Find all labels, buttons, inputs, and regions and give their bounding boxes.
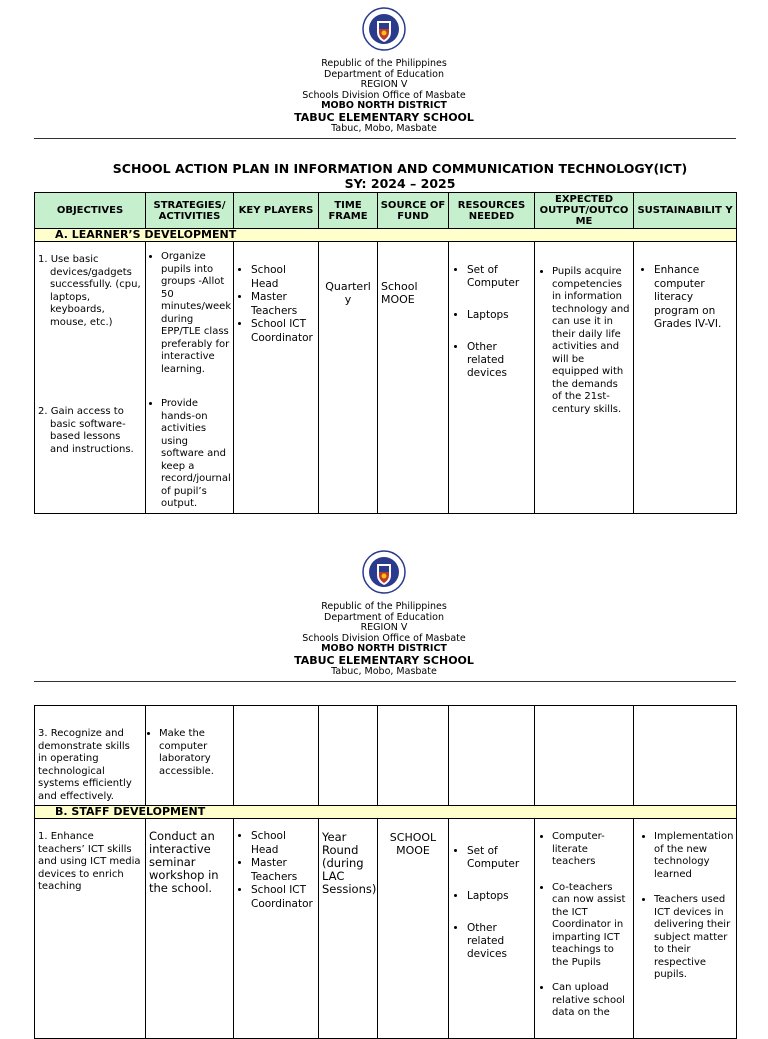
output-item: • Co-teachers can now assist the ICT Coordinator in imparting ICT teachings to the Pupils [552,882,630,970]
output-item: • Can upload relative school data on the [552,982,630,1020]
resource-item: • Other related devices [467,922,531,961]
resources-cell [449,819,535,1039]
sustainability-cell [634,706,737,806]
header-district: MOBO NORTH DISTRICT [321,100,447,111]
page2-header [0,550,768,677]
sustainability-cell [634,819,737,1039]
objective-2: 2. Gain access to basic software-based lessons and instructions. [38,406,134,455]
deped-seal-logo [362,7,406,51]
header-region: REGION V [360,622,408,633]
column-header: RESOURCES NEEDED [449,193,535,229]
source-of-fund-cell [378,706,449,806]
key-player-item: • School Head [251,264,315,291]
column-header: SUSTAINABILIT Y [634,193,737,229]
expected-output-cell [535,242,634,514]
objectives-cell: 3. Recognize and demonstrate skills in operating technological systems efficiently and effectively. [35,706,146,806]
header-division: Schools Division Office of Masbate [302,632,466,644]
resources-cell [449,706,535,806]
title-main: SCHOOL ACTION PLAN IN INFORMATION AND COMMUNICATION TECHNOLOGY(ICT) [112,161,688,176]
header-school: TABUC ELEMENTARY SCHOOL [294,653,474,667]
expected-output-cell [535,706,634,806]
resource-item: • Set of Computer [467,264,531,290]
action-plan-table-page2 [34,705,737,1039]
resource-item: • Laptops [467,890,531,903]
strategy-item: • Make the computer laboratory accessible. [159,728,230,778]
resources-cell [449,242,535,514]
header-country: Republic of the Philippines [321,58,447,69]
column-header: SOURCE OF FUND [378,193,449,229]
key-player-item: • Master Teachers [251,291,315,318]
page1-header [0,7,768,134]
column-header: STRATEGIES/ ACTIVITIES [146,193,234,229]
key-players-cell [234,706,319,806]
objectives-cell [35,242,146,514]
time-frame-cell: Year Round (during LAC Sessions) [319,819,378,1039]
strategy-list-2 [149,398,230,511]
sustainability-item: • Implementation of the new technology learned [654,831,733,881]
strategy-list-1 [149,251,230,398]
strategies-cell [146,706,234,806]
sustainability-item: • Teachers used ICT devices in delivering their subject matter to their respective pupils. [654,894,733,982]
column-header: EXPECTED OUTPUT/OUTCO ME [535,193,634,229]
key-player-item: • School ICT Coordinator [251,884,315,911]
output-item: • Computer-literate teachers [552,831,630,869]
column-header: TIME FRAME [319,193,378,229]
strategy-item: • Provide hands-on activities using software and keep a record/journal of pupil’s output. [161,398,230,511]
section-staff-development: B. STAFF DEVELOPMENT [35,806,737,819]
key-player-item: • School ICT Coordinator [251,318,315,345]
title-school-year: SY: 2024 – 2025 [344,176,456,191]
time-frame-cell: Quarterly [319,242,378,514]
source-of-fund-cell: School MOOE [378,242,449,514]
table-row [35,706,737,806]
resource-item: • Other related devices [467,341,531,380]
header-department: Department of Education [324,611,444,623]
header-divider [34,138,736,139]
header-address: Tabuc, Mobo, Masbate [331,122,437,134]
time-frame-cell [319,706,378,806]
table-header-row [35,193,737,229]
sustainability-item: • Enhance computer literacy program on Grades IV-VI. [654,264,733,332]
objectives-cell: 1. Enhance teachers’ ICT skills and using ICT media devices to enrich teaching [35,819,146,1039]
source-of-fund-cell: SCHOOL MOOE [378,819,449,1039]
key-players-cell [234,819,319,1039]
header-department: Department of Education [324,68,444,80]
sustainability-cell [634,242,737,514]
column-header: KEY PLAYERS [234,193,319,229]
section-row [35,806,737,819]
resource-item: • Laptops [467,309,531,322]
expected-output-cell [535,819,634,1039]
header-school: TABUC ELEMENTARY SCHOOL [294,110,474,124]
section-row [35,229,737,242]
deped-seal-logo [362,550,406,594]
output-item: • Pupils acquire competencies in information technology and can use it in their daily life activities and will be equipped with the demands of the 21st-century skills. [552,266,630,416]
key-player-item: • Master Teachers [251,857,315,884]
table-row [35,242,737,514]
header-region: REGION V [360,79,408,90]
key-player-item: • School Head [251,830,315,857]
column-header: OBJECTIVES [35,193,146,229]
strategies-cell: Conduct an interactive seminar workshop in the school. [146,819,234,1039]
header-country: Republic of the Philippines [321,601,447,612]
section-learner-development: A. LEARNER’S DEVELOPMENT [35,229,737,242]
header-division: Schools Division Office of Masbate [302,89,466,101]
document-title [34,161,766,191]
key-players-cell [234,242,319,514]
header-divider [34,681,736,682]
header-address: Tabuc, Mobo, Masbate [331,665,437,677]
table-row [35,819,737,1039]
resource-item: • Set of Computer [467,845,531,871]
objective-1: 1. Use basic devices/gadgets successfully. (cpu, laptops, keyboards, mouse, etc.) [38,254,141,328]
header-district: MOBO NORTH DISTRICT [321,643,447,654]
action-plan-table-page1 [34,192,737,514]
strategy-item: • Organize pupils into groups -Allot 50 minutes/week during EPP/TLE class preferably for interactive learning. [161,251,230,376]
strategies-cell [146,242,234,514]
